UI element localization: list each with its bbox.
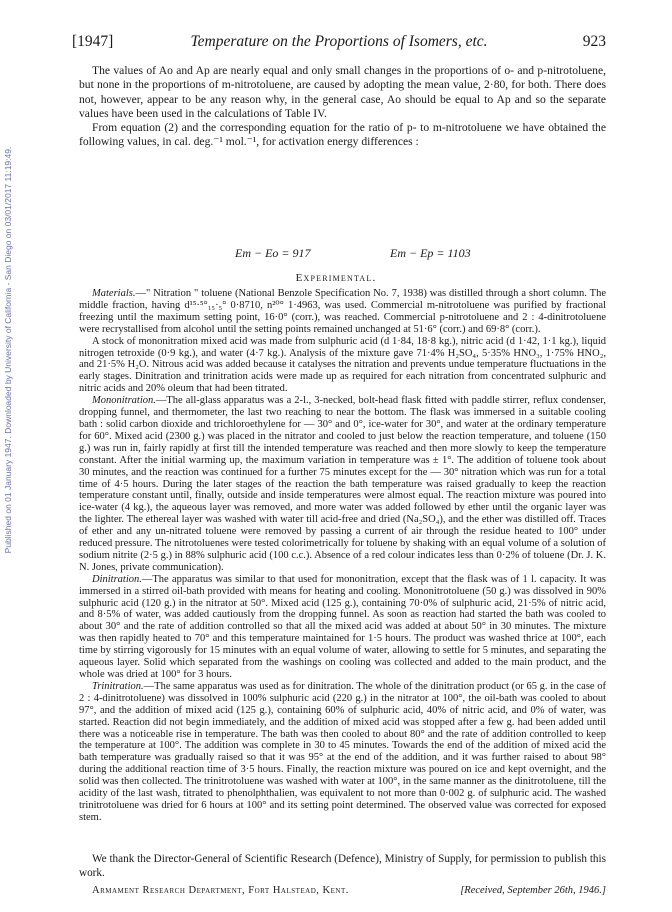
- materials-heading: Materials.: [92, 288, 136, 299]
- page-number: 923: [582, 33, 606, 50]
- intro-text: [79, 64, 606, 150]
- mononitration-heading: Mononitration.: [92, 395, 156, 407]
- header-year: [1947]: [72, 33, 114, 50]
- section-title-text: Experimental.: [295, 272, 377, 284]
- dinitration-text: —The apparatus was similar to that used for mononitration, except that the flask was of 1 l. capacity. It was immersed in a stirred oil-bath provided with means for heating and cooling. Mononitrotoluene (50 g.) was dissolved in 90% sulphuric acid (120 g.) in the nitrator at 50°. Mixed acid (125 g.), containing 70·0% of sulphuric acid, 21·5% of nitric acid, and 8·5% of water, was added cautiously from the dropping funnel. As soon as reaction had started the bath was cooled to about 30° and the rate of addition controlled so that all the mixed acid was added at about 50° in 30 minutes. The mixture was then rapidly heated to 70° and this temperature maintained for 1·5 hours. The product was washed thrice at 100°, each time by stirring vigorously for 15 minutes with an equal volume of water, allowing to settle for 5 minutes, and separating the aqueous layer. Solid which separated from the washings on cooling was collected and added to the main product, and the whole was dried at 100° for 3 hours.: [79, 573, 606, 680]
- download-watermark: [0, 70, 16, 630]
- dinitration-heading: Dinitration.: [92, 573, 142, 585]
- download-note: Published on 01 January 1947. Downloaded by University of California - San Diego on 03/01/2017 11:19:49.: [3, 146, 13, 554]
- dinitration-paragraph: [79, 574, 606, 681]
- intro-paragraph-1: The values of Ao and Ap are nearly equal and only small changes in the proportions of o- and p-nitrotoluene, but none in the proportions of m-nitrotoluene, are caused by adopting the mean value, 2·80, for both. There does not, however, appear to be any reason why, in the general case, Ao should be equal to Ap and so the separate values have been used in the calculations of Table IV.: [79, 64, 606, 120]
- received-date: [Received, September 26th, 1946.]: [460, 885, 606, 896]
- mononitration-paragraph: [79, 395, 606, 574]
- trinitration-text: —The same apparatus was used as for dinitration. The whole of the dinitration product (or 65 g. in the case of 2 : 4-dinitrotoluene) was dissolved in 100% sulphuric acid (220 g.) in the nitrator at 100°, the oil-bath was cooled to about 97°, and the addition of mixed acid (125 g.), containing 60% of sulphuric acid, 40% of nitric acid, and 0% of water, was started. Reaction did not begin immediately, and the addition of mixed acid was stopped after a few g. had been added until there was a noticeable rise in temperature. The bath was then cooled to about 80° and the rate of addition controlled to keep the temperature at 100°. The addition was complete in 30 to 45 minutes. Towards the end of the addition of mixed acid the bath temperature was gradually raised so that it was 95° at the end of the addition, and it was further raised to about 98° during the additional reaction time of 3·5 hours. Finally, the reaction mixture was poured on ice and kept overnight, and the solid was then collected. The trinitrotoluene was washed with water at 100°, in the same manner as the dinitrotoluene, till the acidity of the last wash, titrated to phenolphthalien, was equivalent to not more than 0·002 g. of sulphuric acid. The washed trinitrotoluene was dried for 6 hours at 100° and its setting point determined. The observed value was corrected for exposed stem.: [79, 680, 606, 823]
- mononitration-text: —The all-glass apparatus was a 2-l., 3-necked, bolt-head flask fitted with paddle stirrer, reflux condenser, dropping funnel, and thermometer, the last two reaching to near the bottom. The flask was immersed in a suitable cooling bath : solid carbon dioxide and trichloroethylene for — 30° and 0°, ice-water for 30°, and water at the ordinary temperature for 60°. Mixed acid (2300 g.) was placed in the nitrator and cooled to just below the reaction temperature, and toluene (150 g.) was run in, fairly rapidly at first till the intended temperature was reached and then more slowly to keep the temperature constant. After the initial warming up, the maximum variation in temperature was ± 1°. The addition of toluene took about 30 minutes, and the reaction was continued for a further 75 minutes except for the — 30° nitration which was run for a total time of 4·5 hours. During the later stages of the reaction the bath temperature was raised gradually to keep the reaction temperature constant until, finally, outside and inside temperatures were almost equal. The reaction mixture was poured into ice-water (4 kg.), the aqueous layer was removed, and more water was added followed by ether until the organic layer was the lighter. The ethereal layer was washed with water till acid-free and dried (Na₂SO₄), and the ether was distilled off. Traces of ether and any un-nitrated toluene were removed by passing a current of air through the residue heated to 100° under reduced pressure. The nitrotoluenes were tested colorimetrically for toluene by shaking with an equal volume of a solution of sodium nitrite (2·5 g.) in 88% sulphuric acid (100 c.c.). Absence of a red colour indicates less than 0·2% of toluene (Dr. J. K. N. Jones, private communication).: [79, 395, 606, 573]
- equation-em-ep: Em − Ep = 1103: [390, 246, 471, 260]
- stock-paragraph: A stock of mononitration mixed acid was made from sulphuric acid (d 1·84, 18·8 kg.), nitric acid (d 1·42, 1·1 kg.), liquid nitrogen tetroxide (0·9 kg.), and water (4·7 kg.). Analysis of the mixture gave 71·4% H₂SO₄, 5·35% HNO₃, 1·75% HNO₂, and 21·5% H₂O. Nitrous acid was added because it catalyses the nitration and prevents undue temperature fluctuations in the early stages. Dinitration and trinitration acids were made up as required for each nitration from concentrated sulphuric and nitric acids and 20% oleum that had been titrated.: [79, 335, 606, 395]
- signature-line: [92, 885, 606, 896]
- trinitration-paragraph: [79, 681, 606, 824]
- department-affiliation: Armament Research Department, Fort Halstead, Kent.: [92, 885, 349, 896]
- intro-paragraph-2: From equation (2) and the corresponding equation for the ratio of p- to m-nitrotoluene we have obtained the following values, in cal. deg.⁻¹ mol.⁻¹, for activation energy differences :: [79, 121, 606, 149]
- trinitration-heading: Trinitration.: [92, 680, 144, 692]
- running-title: Temperature on the Proportions of Isomers, etc.: [190, 33, 488, 50]
- section-title: [0, 272, 672, 284]
- acknowledgement: [79, 853, 606, 880]
- acknowledgement-text: We thank the Director-General of Scientific Research (Defence), Ministry of Supply, for permission to publish this work.: [79, 853, 606, 879]
- page-header: [72, 33, 606, 55]
- experimental-section: [79, 288, 606, 824]
- materials-paragraph: [79, 288, 606, 336]
- equation-em-eo: Em − Eo = 917: [235, 246, 311, 260]
- materials-text: —" Nitration " toluene (National Benzole Specification No. 7, 1938) was distilled through a short column. The middle fraction, having d¹⁵·⁵°₁₅·₅° 0·8710, n²⁰° 1·4963, was used. Commercial m-nitrotoluene was purified by fractional freezing until the maximum setting point, 16·0° (corr.), was reached. Commercial p-nitrotoluene and 2 : 4-dinitrotoluene were recrystallised from alcohol until the setting points remained unchanged at 51·6° (corr.) and 69·8° (corr.).: [79, 288, 606, 335]
